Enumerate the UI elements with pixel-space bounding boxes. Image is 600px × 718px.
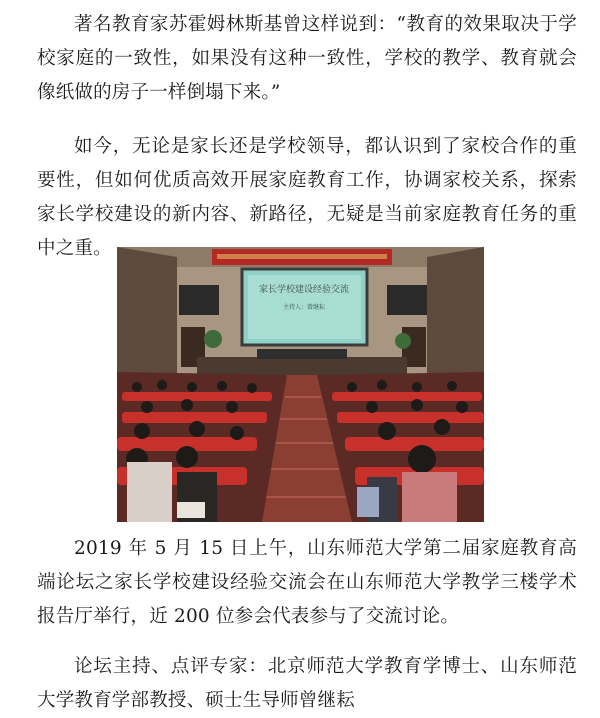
paragraph-quote: 著名教育家苏霍姆林斯基曾这样说到：“教育的效果取决于学校家庭的一致性，如果没有这种一致性，学校的教学、教育就会像纸做的房子一样倒塌下来。”	[37, 14, 577, 103]
screen-subtitle: 主持人：曾继耘	[282, 304, 326, 311]
paragraph-intro: 如今，无论是家长还是学校领导，都认识到了家校合作的重要性，但如何优质高效开展家庭教育工作，协调家校关系，探索家长学校建设的新内容、新路径，无疑是当前家庭教育任务的重中之重。	[37, 136, 577, 259]
paragraph-event: 2019 年 5 月 15 日上午，山东师范大学第二届家庭教育高端论坛之家长学校建设经验交流会在山东师范大学教学三楼学术报告厅举行，近 200 位参会代表参与了交流讨论。	[37, 538, 577, 627]
conference-photo	[117, 247, 484, 522]
paragraph-host: 论坛主持、点评专家：北京师范大学教育学博士、山东师范大学教育学部教授、硕士生导师曾继耘	[37, 656, 577, 711]
screen-title: 家长学校建设经验交流	[258, 285, 350, 295]
